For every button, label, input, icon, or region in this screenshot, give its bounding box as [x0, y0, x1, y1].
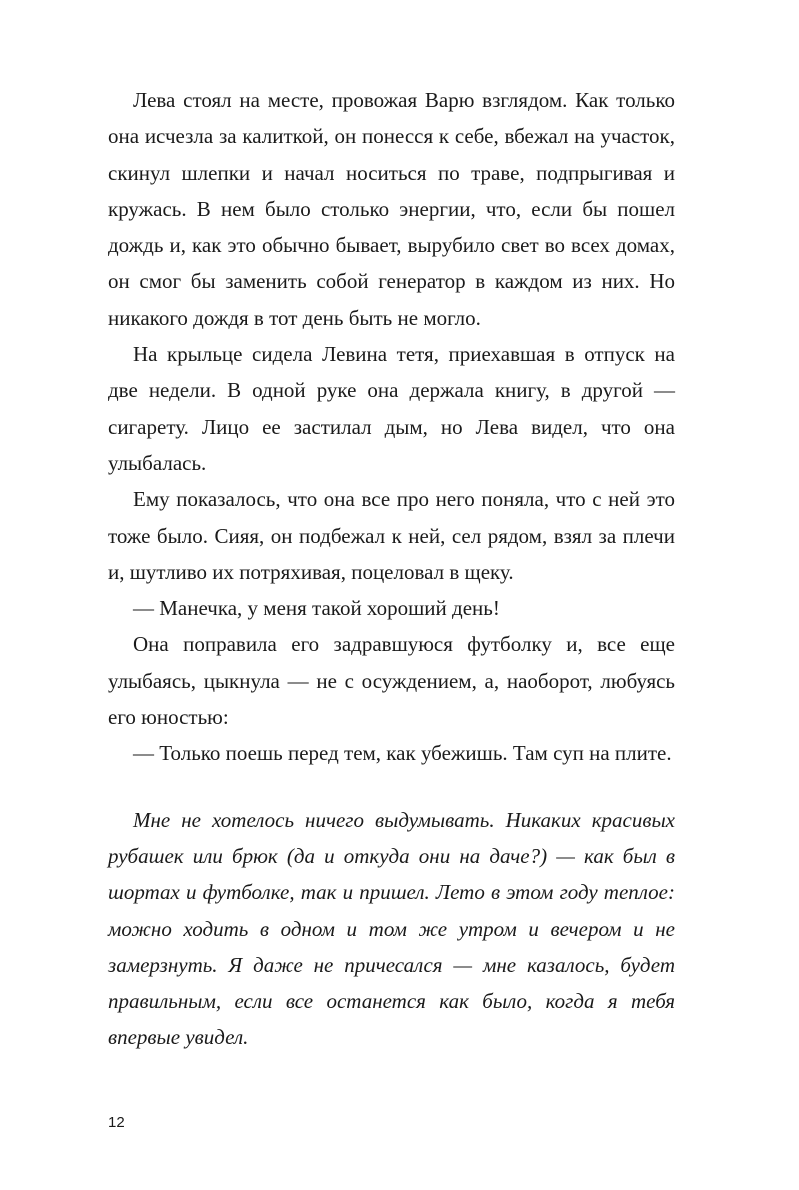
paragraph-4: Она поправила его задравшуюся футболку и, все еще улыбаясь, цыкнула — не с осуждением, а, наоборот, любуясь его юностью:: [108, 632, 675, 730]
dialogue-line-2: — Только поешь перед тем, как убежишь. Там суп на плите.: [133, 741, 672, 766]
section-gap: [108, 772, 675, 802]
page-number: 12: [108, 1114, 125, 1131]
dialogue-line-1: — Манечка, у меня такой хороший день!: [133, 596, 500, 621]
paragraph-1: Лева стоял на месте, провожая Варю взглядом. Как только она исчезла за калиткой, он понесся к себе, вбежал на участок, скинул шлепки и начал носиться по траве, подпрыгивая и кружась. В нем было столько энергии, что, если бы пошел дождь и, как это обычно бывает, вырубило свет во всех домах, он смог бы заменить собой генератор в каждом из них. Но никакого дождя в тот день быть не могло.: [108, 88, 675, 330]
paragraph-3: Ему показалось, что она все про него поняла, что с ней это тоже было. Сияя, он подбежал к ней, сел рядом, взял за плечи и, шутливо их потряхивая, поцеловал в щеку.: [108, 487, 675, 584]
paragraph-2: На крыльце сидела Левина тетя, приехавшая в отпуск на две недели. В одной руке она держала книгу, в другой — сигарету. Лицо ее застилал дым, но Лева видел, что она улыбалась.: [108, 342, 675, 475]
italic-paragraph: Мне не хотелось ничего выдумывать. Никаких красивых рубашек или брюк (да и откуда они на даче?) — как был в шортах и футболке, так и пришел. Лето в этом году теплое: можно ходить в одном и том же утром и вечером и не замерзнуть. Я даже не причесался — мне казалось, будет правильным, если все останется как было, когда я тебя впервые увидел.: [108, 807, 675, 1050]
page-body: [108, 82, 675, 1056]
